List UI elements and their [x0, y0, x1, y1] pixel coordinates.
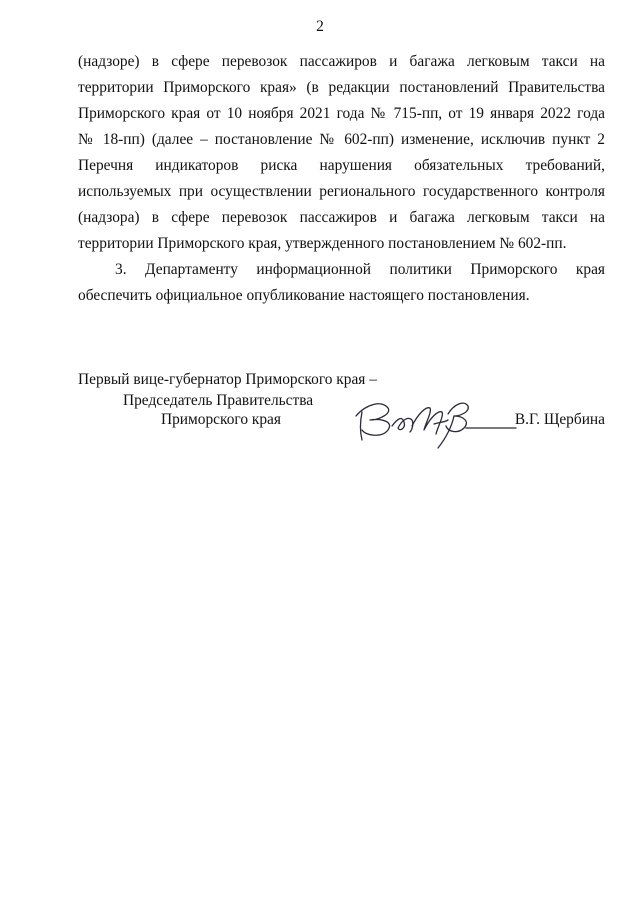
- paragraph-1-line-3: Приморского края от 10 ноября 2021 года № 715-пп, от 19 января 2022 года: [78, 105, 605, 122]
- paragraph-1-line-2: территории Приморского края» (в редакции постановлений Правительства: [78, 79, 605, 96]
- paragraph-1-line-1: (надзоре) в сфере перевозок пассажиров и багажа легковым такси на: [78, 53, 605, 70]
- page-number: 2: [316, 18, 324, 35]
- paragraph-2: [78, 257, 605, 309]
- paragraph-1-line-7: (надзора) в сфере перевозок пассажиров и багажа легковым такси на: [78, 209, 605, 226]
- paragraph-1-line-6: используемых при осуществлении регионального государственного контроля: [78, 183, 605, 200]
- document-body: [78, 49, 605, 309]
- paragraph-1-line-8: территории Приморского края, утвержденного постановлением № 602-пп.: [78, 235, 567, 252]
- signatory-title-line-3: Приморского края: [161, 411, 281, 428]
- paragraph-1-line-4: № 18-пп) (далее – постановление № 602-пп) изменение, исключив пункт 2: [78, 131, 605, 148]
- signatory-title-line-1: Первый вице-губернатор Приморского края –: [78, 371, 377, 388]
- paragraph-1: [78, 49, 605, 257]
- paragraph-2-line-2: обеспечить официальное опубликование настоящего постановления.: [78, 287, 530, 304]
- paragraph-2-line-1: 3. Департаменту информационной политики Приморского края: [115, 261, 605, 278]
- signatory-title-line-2: Председатель Правительства: [123, 392, 314, 409]
- paragraph-1-line-5: Перечня индикаторов риска нарушения обязательных требований,: [78, 157, 605, 174]
- signatory-name: В.Г. Щербина: [514, 411, 605, 428]
- handwritten-signature: [348, 386, 518, 456]
